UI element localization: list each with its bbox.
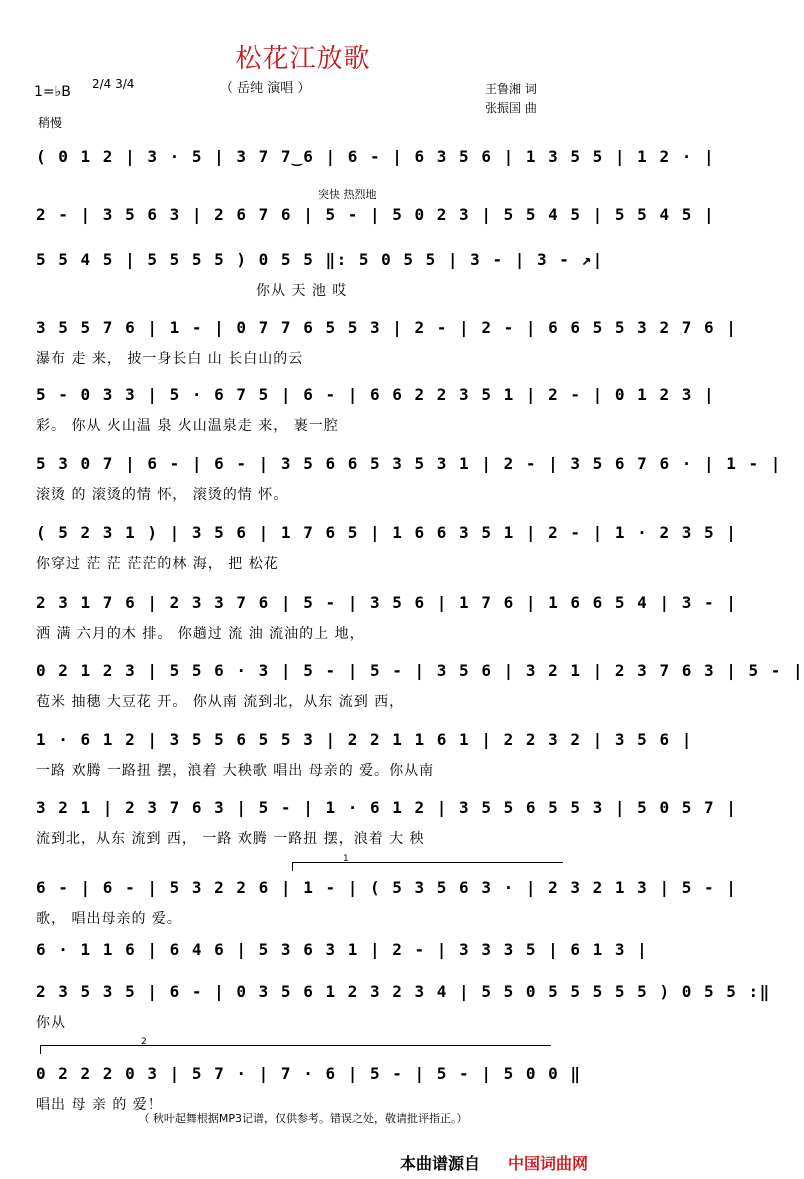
- singer-credit: （ 岳纯 演唱 ）: [220, 81, 311, 96]
- site-label[interactable]: 中国词曲网: [508, 1154, 589, 1173]
- lyric-line: 唱出 母 亲 的 爱！: [36, 1097, 163, 1113]
- notation-line: 3 2 1 | 2 3 7 6 3 | 5 - | 1 · 6 1 2 | 3 5 5 6 5 5 3 | 5 0 5 7 |: [36, 798, 738, 817]
- volta-number-2: 2: [141, 1037, 147, 1047]
- song-title: 松花江放歌: [235, 44, 371, 74]
- composer-credit: 张振国 曲: [485, 101, 537, 115]
- transcription-note: （ 秋叶起舞根据MP3记谱，仅供参考。错误之处，敬请批评指正。）: [138, 1112, 468, 1125]
- notation-line: 6 - | 6 - | 5 3 2 2 6 | 1 - | ( 5 3 5 6 3 · | 2 3 2 1 3 | 5 - |: [36, 878, 738, 897]
- notation-line: 5 5 4 5 | 5 5 5 5 ) 0 5 5 ‖: 5 0 5 5 | 3 - | 3 - ↗|: [36, 250, 604, 269]
- notation-line: 0 2 1 2 3 | 5 5 6 · 3 | 5 - | 5 - | 3 5 6 | 3 2 1 | 2 3 7 6 3 | 5 - |: [36, 661, 804, 680]
- lyric-line: 彩。 你从 火山温 泉 火山温泉走 来， 裹一腔: [36, 418, 339, 434]
- notation-line: 3 5 5 7 6 | 1 - | 0 7 7 6 5 5 3 | 2 - | 2 - | 6 6 5 5 3 2 7 6 |: [36, 318, 738, 337]
- lyric-line: 你穿过 茫 茫 茫茫的林 海， 把 松花: [36, 556, 279, 572]
- tempo-change-marking: 突快 热烈地: [318, 188, 377, 201]
- lyricist-credit: 王鲁湘 词: [485, 82, 537, 96]
- lyric-line: 流到北，从东 流到 西， 一路 欢腾 一路扭 摆，浪着 大 秧: [36, 831, 425, 847]
- notation-line: 2 - | 3 5 6 3 | 2 6 7 6 | 5 - | 5 0 2 3 | 5 5 4 5 | 5 5 4 5 |: [36, 205, 716, 224]
- notation-line: 2 3 1 7 6 | 2 3 3 7 6 | 5 - | 3 5 6 | 1 7 6 | 1 6 6 5 4 | 3 - |: [36, 593, 738, 612]
- notation-line: 6 · 1 1 6 | 6 4 6 | 5 3 6 3 1 | 2 - | 3 3 3 5 | 6 1 3 |: [36, 940, 649, 959]
- lyric-line: 洒 满 六月的木 排。 你趟过 流 油 流油的上 地，: [36, 626, 365, 642]
- lyric-line: 一路 欢腾 一路扭 摆，浪着 大秧歌 唱出 母亲的 爱。你从南: [36, 763, 435, 779]
- tempo-marking: 稍慢: [38, 116, 63, 130]
- notation-line: 0 2 2 2 0 3 | 5 7 · | 7 · 6 | 5 - | 5 - | 5 0 0 ‖: [36, 1064, 582, 1083]
- notation-line: ( 5 2 3 1 ) | 3 5 6 | 1 7 6 5 | 1 6 6 3 5 1 | 2 - | 1 · 2 3 5 |: [36, 523, 738, 542]
- time-signature: 2/4 3/4: [92, 77, 135, 91]
- lyric-line: 苞米 抽穗 大豆花 开。 你从南 流到北，从东 流到 西，: [36, 694, 405, 710]
- volta-bracket-1: [292, 854, 563, 871]
- key-signature: 1=♭B: [34, 84, 71, 100]
- notation-line: 5 3 0 7 | 6 - | 6 - | 3 5 6 6 5 3 5 3 1 | 2 - | 3 5 6 7 6 · | 1 - |: [36, 454, 782, 473]
- source-label: 本曲谱源自: [400, 1154, 481, 1173]
- lyric-line: 你从 天 池 哎: [256, 283, 348, 299]
- notation-line: 1 · 6 1 2 | 3 5 5 6 5 5 3 | 2 2 1 1 6 1 | 2 2 3 2 | 3 5 6 |: [36, 730, 693, 749]
- notation-line: 2 3 5 3 5 | 6 - | 0 3 5 6 1 2 3 2 3 4 | 5 5 0 5 5 5 5 5 ) 0 5 5 :‖: [36, 982, 771, 1001]
- lyric-line: 歌， 唱出母亲的 爱。: [36, 911, 182, 927]
- notation-line: 5 - 0 3 3 | 5 · 6 7 5 | 6 - | 6 6 2 2 3 5 1 | 2 - | 0 1 2 3 |: [36, 385, 716, 404]
- volta-number-1: 1: [343, 854, 349, 864]
- volta-bracket-2: [40, 1037, 551, 1054]
- lyric-line: 滚烫 的 滚烫的情 怀， 滚烫的情 怀。: [36, 487, 289, 503]
- lyric-line: 瀑布 走 来， 披一身长白 山 长白山的云: [36, 351, 304, 367]
- lyric-line: 你从: [36, 1015, 66, 1031]
- notation-line: ( 0 1 2 | 3 · 5 | 3 7 7‿6 | 6 - | 6 3 5 6 | 1 3 5 5 | 1 2 · |: [36, 147, 716, 166]
